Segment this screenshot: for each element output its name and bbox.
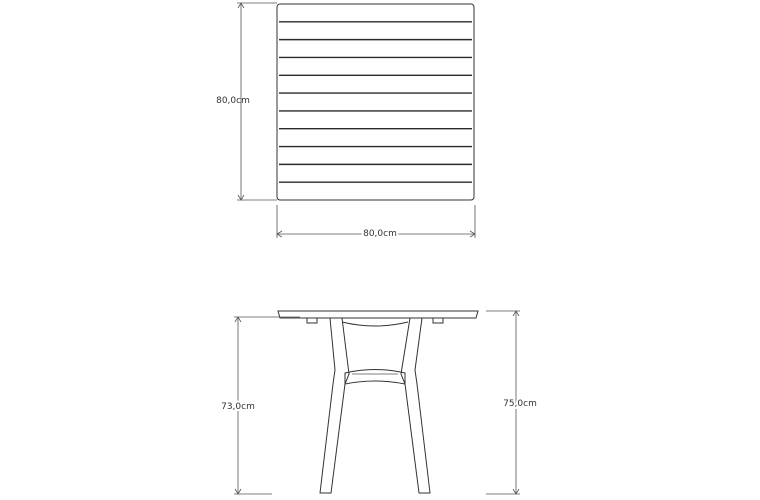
table-height-dimension-label: 73,0cm — [221, 402, 255, 412]
depth-dimension-label: 80,0cm — [216, 96, 250, 106]
depth-dimension — [216, 3, 277, 200]
tabletop-slats — [279, 22, 472, 182]
overall-height-dimension-label: 75,0cm — [503, 399, 537, 409]
mounting-block-left — [307, 318, 317, 323]
stretcher — [345, 370, 405, 385]
overall-height-dimension — [486, 311, 537, 494]
plan-view — [277, 4, 474, 200]
tabletop-profile — [278, 311, 478, 318]
mounting-block-right — [433, 318, 443, 323]
tabletop-outline — [277, 4, 474, 200]
width-dimension-label: 80,0cm — [363, 229, 397, 239]
leg-left — [320, 318, 349, 493]
width-dimension — [277, 205, 475, 239]
elevation-view — [278, 311, 478, 493]
leg-right — [401, 318, 430, 493]
apron-inner — [342, 322, 408, 326]
table-height-dimension — [221, 317, 300, 494]
